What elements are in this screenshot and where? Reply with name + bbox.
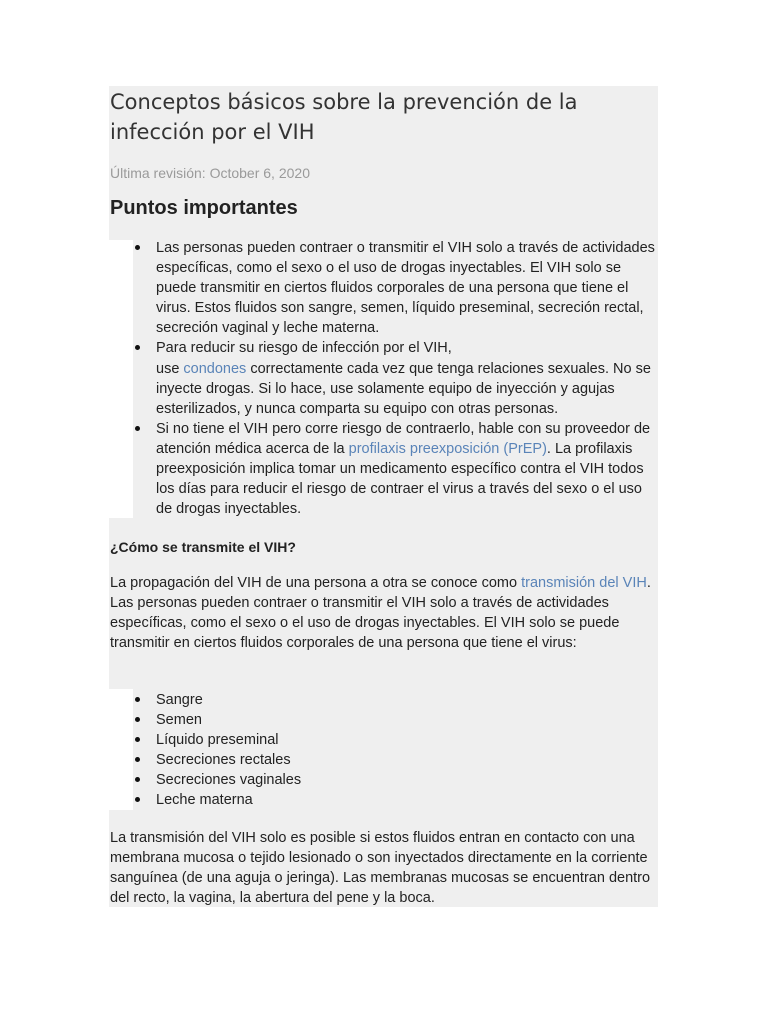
key-points-list bbox=[156, 238, 656, 519]
list-item bbox=[156, 690, 656, 710]
paragraph-text: La propagación del VIH de una persona a otra se conoce como bbox=[110, 575, 522, 591]
list-item bbox=[156, 338, 656, 418]
bullet-icon bbox=[135, 697, 140, 702]
list-item bbox=[156, 770, 656, 790]
bullet-icon bbox=[135, 245, 140, 250]
key-point-text: . La profilaxis preexposición implica tomar un medicamento específico contra el VIH todos los días para reducir el riesgo de contraer el virus a través del sexo o el uso de drogas inyectables. bbox=[156, 440, 644, 518]
last-revised-date: Última revisión: October 6, 2020 bbox=[110, 165, 310, 181]
list-indent-gap bbox=[109, 240, 133, 518]
key-point-text: correctamente cada vez que tenga relaciones sexuales. No se inyecte drogas. Si lo hace, use solamente equipo de inyección y agujas esterilizados, y nunca comparta su equipo con otras personas. bbox=[156, 360, 651, 417]
key-point-text: Si no tiene el VIH pero corre riesgo de contraerlo, hable con su proveedor de atención médica acerca de la bbox=[156, 420, 651, 457]
fluid-label: Sangre bbox=[156, 692, 203, 708]
fluid-label: Leche materna bbox=[156, 792, 253, 809]
key-point-text: Para reducir su riesgo de infección por el VIH, bbox=[156, 340, 452, 357]
list-item bbox=[156, 750, 656, 770]
hiv-transmission-link[interactable]: transmisión del VIH bbox=[521, 575, 647, 591]
transmission-heading: ¿Cómo se transmite el VIH? bbox=[110, 539, 296, 555]
fluid-label: Líquido preseminal bbox=[156, 732, 279, 749]
list-indent-gap bbox=[109, 689, 133, 810]
list-item bbox=[156, 419, 656, 519]
body-fluids-list bbox=[156, 690, 656, 811]
fluid-label: Secreciones vaginales bbox=[156, 772, 302, 789]
list-item bbox=[156, 790, 656, 810]
key-points-heading: Puntos importantes bbox=[110, 197, 298, 219]
fluid-label: Secreciones rectales bbox=[156, 752, 291, 769]
list-item bbox=[156, 238, 656, 338]
prep-link[interactable]: profilaxis preexposición (PrEP) bbox=[348, 440, 547, 457]
transmission-intro bbox=[110, 573, 656, 653]
transmission-closing: La transmisión del VIH solo es posible si estos fluidos entran en contacto con una membrana mucosa o tejido lesionado o son inyectados directamente en la corriente sanguínea (de una aguja o jeringa). Las membranas mucosas se encuentran dentro del recto, la vagina, la abertura del pene y la boca. bbox=[110, 830, 651, 907]
paragraph-text: . Las personas pueden contraer o transmitir el VIH solo a través de actividades específicas, como el sexo o el uso de drogas inyectables. El VIH solo se puede transmitir en ciertos fluidos corporales de una persona que tiene el virus: bbox=[110, 575, 651, 652]
condoms-link[interactable]: condones bbox=[183, 360, 247, 377]
list-item bbox=[156, 730, 656, 750]
key-point-text: Las personas pueden contraer o transmitir el VIH solo a través de actividades específicas, como el sexo o el uso de drogas inyectables. El VIH solo se puede transmitir en ciertos fluidos corporales de una persona que tiene el virus. Estos fluidos son sangre, semen, líquido preseminal, secreción rectal, secreción vaginal y leche materna. bbox=[156, 240, 655, 337]
bullet-icon bbox=[135, 426, 140, 431]
fluid-label: Semen bbox=[156, 712, 202, 729]
key-point-text: use bbox=[156, 360, 184, 377]
list-item bbox=[156, 710, 656, 730]
page-title: Conceptos básicos sobre la prevención de la infección por el VIH bbox=[110, 90, 578, 144]
